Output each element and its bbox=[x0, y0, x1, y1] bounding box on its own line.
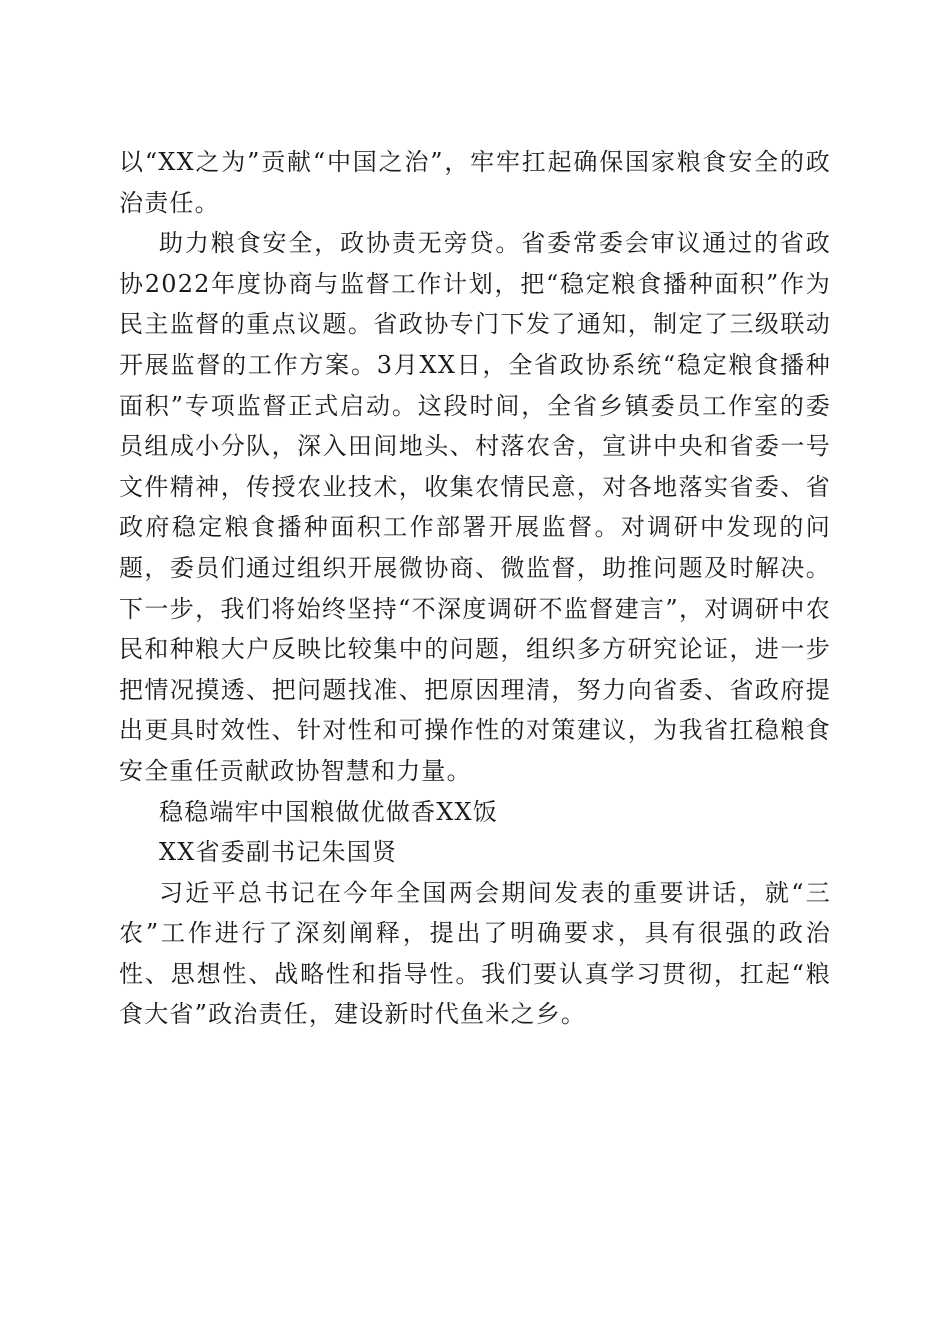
document-body bbox=[119, 142, 831, 1035]
paragraph-continuation: 以“XX之为”贡献“中国之治”，牢牢扛起确保国家粮食安全的政治责任。 bbox=[119, 148, 831, 217]
article-body-paragraph: 习近平总书记在今年全国两会期间发表的重要讲话，就“三农”工作进行了深刻阐释，提出了明确要求，具有很强的政治性、思想性、战略性和指导性。我们要认真学习贯彻，扛起“粮食大省”政治责任，建设新时代鱼米之乡。 bbox=[119, 878, 831, 1029]
article-author: XX省委副书记朱国贤 bbox=[159, 838, 398, 867]
article-title: 稳稳端牢中国粮做优做香XX饭 bbox=[159, 797, 498, 826]
paragraph-grain-security-supervision: 助力粮食安全，政协责无旁贷。省委常委会审议通过的省政协2022年度协商与监督工作计划，把“稳定粮食播种面积”作为民主监督的重点议题。省政协专门下发了通知，制定了三级联动开展监督的工作方案。3月XX日，全省政协系统“稳定粮食播种面积”专项监督正式启动。这段时间，全省乡镇委员工作室的委员组成小分队，深入田间地头、村落农舍，宣讲中央和省委一号文件精神，传授农业技术，收集农情民意，对各地落实省委、省政府稳定粮食播种面积工作部署开展监督。对调研中发现的问题，委员们通过组织开展微协商、微监督，助推问题及时解决。下一步，我们将始终坚持“不深度调研不监督建言”，对调研中农民和种粮大户反映比较集中的问题，组织多方研究论证，进一步把情况摸透、把问题找准、把原因理清，努力向省委、省政府提出更具时效性、针对性和可操作性的对策建议，为我省扛稳粮食安全重任贡献政协智慧和力量。 bbox=[119, 229, 831, 785]
